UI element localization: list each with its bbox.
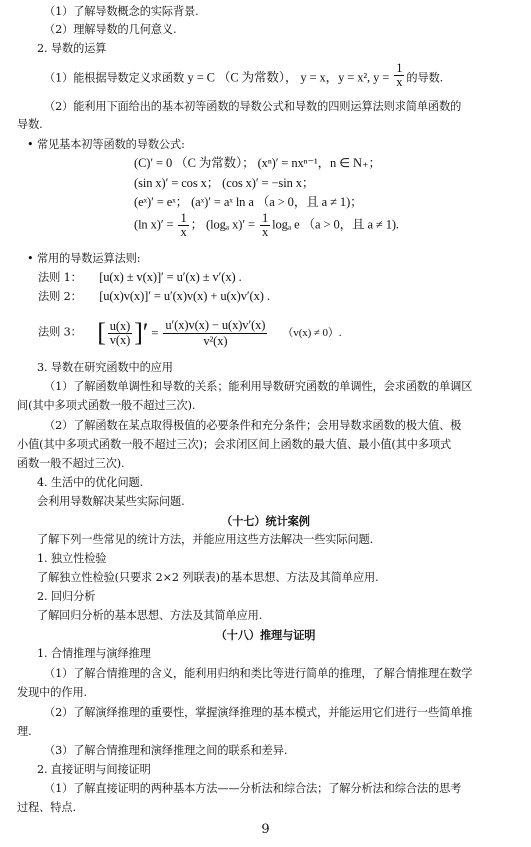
- math-span: logₐ e （a > 0，且 a ≠ 1).: [272, 217, 399, 232]
- text-line: 间(其中多项式函数一般不超过三次).: [17, 399, 196, 412]
- text-line: （1）了解合情推理的含义，能利用归纳和类比等进行简单的推理，了解合情推理在数学: [44, 667, 473, 680]
- math-span: y = C （C 为常数）， y = x，y = x², y =: [187, 70, 393, 85]
- text-line: （2）理解导数的几何意义.: [44, 23, 177, 36]
- fraction-denominator: v(x): [109, 332, 131, 347]
- text-line: 函数一般不超过三次).: [17, 457, 125, 470]
- fraction-denominator: x: [180, 225, 187, 239]
- text-line: 小值(其中多项式函数一般不超过三次)；会求闭区间上函数的最大值、最小值(其中多项式: [17, 438, 452, 451]
- fraction: [163, 318, 267, 349]
- bullet-heading: • 常见基本初等函数的导数公式:: [27, 138, 185, 151]
- text-line: 会利用导数解决某些实际问题.: [37, 495, 185, 508]
- text-line: 过程、特点.: [17, 801, 76, 814]
- text-line: 导数.: [17, 118, 43, 131]
- section-heading: 2. 回归分析: [37, 590, 96, 603]
- rule-label: 法则 3：: [38, 325, 82, 339]
- rule-line: [38, 269, 242, 286]
- fraction-denominator: x: [261, 225, 269, 239]
- bullet-heading: • 常用的导数运算法则:: [27, 252, 141, 265]
- fraction: [178, 212, 188, 239]
- fraction-numerator: 1: [261, 211, 269, 225]
- fraction-denominator: v²(x): [203, 333, 228, 348]
- fraction-numerator: 1: [396, 61, 403, 75]
- text-line: （1）了解直接证明的两种基本方法——分析法和综合法；了解分析法和综合法的思考: [44, 782, 462, 795]
- text-line: （2）能利用下面给出的基本初等函数的导数公式和导数的四则运算法则求简单函数的: [44, 100, 462, 113]
- section-heading: 2. 直接证明与间接证明: [37, 763, 151, 776]
- section-heading: 1. 独立性检验: [37, 552, 107, 565]
- text-line: 理.: [17, 725, 32, 738]
- text-line: 了解下列一些常见的统计方法，并能应用这些方法解决一些实际问题.: [37, 533, 374, 546]
- rule-formula: [ $\frac{u(x)}{v(x)}$ ]′ = $\frac{u'(x)v(x) - u(x)v'(x)}{\text{v²(x)}}$ （v(x) ≠ 0）.: [97, 317, 342, 348]
- chapter-heading: （十八）推理与证明: [215, 628, 316, 642]
- fraction-denominator: x: [396, 75, 403, 89]
- text-line: 发现中的作用.: [17, 686, 87, 699]
- section-heading: 3. 导数在研究函数中的应用: [37, 361, 173, 374]
- fraction-numerator: u′(x)v(x) − u(x)v′(x): [165, 317, 266, 332]
- text-span: 的导数.: [406, 71, 444, 85]
- chapter-heading: （十七）统计案例: [221, 514, 310, 528]
- math-span: ； (logₐ x)′ =: [190, 217, 258, 232]
- fraction: [260, 212, 270, 239]
- text-line: （1）了解导数概念的实际背景.: [44, 5, 199, 18]
- rule-label: 法则 2：: [38, 290, 82, 303]
- section-heading: 2. 导数的运算: [37, 42, 107, 55]
- rule-formula: [u(x)v(x)]′ = u′(x)v(x) + u(x)v′(x) .: [99, 289, 270, 303]
- rule-line: [38, 288, 270, 305]
- text-line: （2）了解演绎推理的重要性，掌握演绎推理的基本模式，并能运用它们进行一些简单推: [44, 706, 473, 719]
- fraction-numerator: u(x): [109, 318, 131, 333]
- text-line: （2）了解函数在某点取得极值的必要条件和充分条件；会用导数求函数的极大值、极: [44, 419, 462, 432]
- fraction-numerator: 1: [180, 211, 187, 225]
- rule-line: [38, 314, 341, 351]
- fraction: [394, 62, 404, 89]
- text-line: 了解回归分析的基本思想、方法及其简单应用.: [37, 609, 263, 622]
- page-number: 9: [261, 822, 270, 837]
- text-line: （1）了解函数单调性和导数的关系；能利用导数研究函数的单调性，会求函数的单调区: [44, 380, 473, 393]
- rule-label: 法则 1：: [38, 271, 82, 284]
- rule-formula: [u(x) ± v(x)]′ = u′(x) ± v′(x) .: [99, 270, 242, 284]
- formula-line: [134, 212, 399, 239]
- condition: （v(x) ≠ 0）.: [282, 327, 342, 340]
- text-line: [44, 61, 444, 92]
- text-span: （1）能根据导数定义求函数: [44, 71, 188, 85]
- formula-line: (C)′ = 0 （C 为常数）； (xⁿ)′ = nxⁿ⁻¹，n ∈ N₊；: [134, 156, 381, 170]
- text-line: 了解独立性检验(只要求 2×2 列联表)的基本思想、方法及其简单应用.: [37, 571, 379, 584]
- section-heading: 1. 合情推理与演绎推理: [37, 647, 151, 660]
- fraction: [108, 320, 132, 347]
- formula-line: (sin x)′ = cos x； (cos x)′ = −sin x；: [134, 176, 315, 190]
- text-line: （3）了解合情推理和演绎推理之间的联系和差异.: [44, 744, 288, 757]
- math-span: (ln x)′ =: [134, 217, 177, 232]
- section-heading: 4. 生活中的优化问题.: [37, 476, 144, 489]
- formula-line: (eˣ)′ = eˣ； (aˣ)′ = aˣ ln a （a > 0，且 a ≠ 1)；: [134, 195, 363, 209]
